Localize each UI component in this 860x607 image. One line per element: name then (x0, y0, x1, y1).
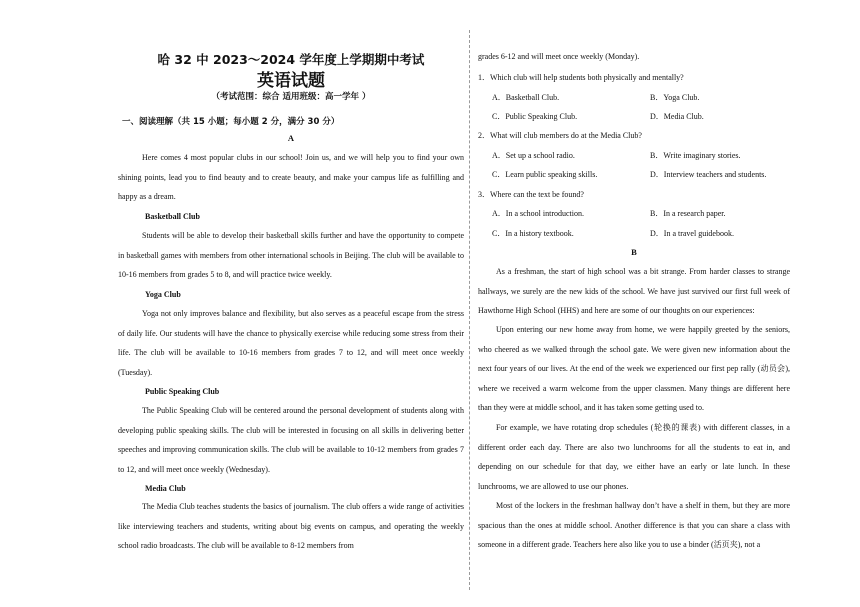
club-heading-media: Media Club (145, 484, 186, 493)
passage-b-paragraph-3: For example, we have rotating drop schedules (轮换的课表) with different classes, in a different order each day. There are also two lunchrooms for all the students to eat in, and depending on our schedule for that day, we either have an early or late lunch. In these lunchrooms, we are allowed to use our phones. (478, 423, 790, 491)
question-2-option-a: A．Set up a school radio. (492, 151, 575, 160)
section-heading: 一、阅读理解（共 15 小题；每小题 2 分，满分 30 分） (122, 117, 340, 127)
exam-title: 哈 32 中 2023～2024 学年度上学期期中考试 (157, 52, 425, 67)
column-divider (469, 30, 470, 590)
question-2-option-d: D．Interview teachers and students. (650, 170, 767, 179)
question-1-option-a: A．Basketball Club. (492, 93, 560, 102)
question-3-option-c: C．In a history textbook. (492, 229, 574, 238)
question-2: 2．What will club members do at the Media Club? (478, 131, 642, 140)
question-2-option-c: C．Learn public speaking skills. (492, 170, 598, 179)
club-text-media: The Media Club teaches students the basics of journalism. The club offers a wide range of activities like interviewing teachers and students, writing about big events on campus, and operating the weekly school radio broadcasts. The club will be available to 8-12 members from (118, 502, 464, 551)
question-3-option-b: B．In a research paper. (650, 209, 726, 218)
club-text-basketball: Students will be able to develop their basketball skills further and have the opportunity to compete in basketball games with members from other international schools in Beijing. The club will be available to 10-16 members from grades 5 to 8, and will practice twice weekly. (118, 231, 464, 280)
passage-b-label: B (631, 247, 637, 257)
passage-a-continuation: grades 6-12 and will meet once weekly (Monday). (478, 52, 640, 61)
passage-a-label: A (287, 133, 295, 143)
passage-a-intro: Here comes 4 most popular clubs in our school! Join us, and we will help you to find your own shining points, lead you to find beauty and to create beauty, and make your campus life as fulfilling and happy as a dream. (118, 153, 464, 202)
question-3-option-a: A．In a school introduction. (492, 209, 584, 218)
question-1-option-d: D．Media Club. (650, 112, 704, 121)
question-3: 3．Where can the text be found? (478, 190, 584, 199)
club-text-yoga: Yoga not only improves balance and flexibility, but also serves as a peaceful escape from the stress of daily life. Our students will have the chance to physically exercise while reducing some stress from their life. The club will be available to 10-16 members from grades 7 to 12, and will meet once weekly (Tuesday). (118, 309, 464, 377)
passage-b-paragraph-1: As a freshman, the start of high school was a bit strange. From harder classes to strange hallways, we surely are the new kids of the school. We have just survived our first full week of Hawthorne High School (HHS) and here are some of our thoughts on our experiences: (478, 267, 790, 316)
club-heading-public-speaking: Public Speaking Club (145, 387, 220, 396)
passage-b-paragraph-4: Most of the lockers in the freshman hallway don’t have a shelf in them, but they are more spacious than the ones at middle school. Another difference is that you can share a class with someone in a different grade. Teachers here also like you to use a binder (活页夹), not a (478, 501, 790, 550)
exam-subject: 英语试题 (257, 71, 325, 91)
question-2-option-b: B．Write imaginary stories. (650, 151, 741, 160)
question-1-option-b: B．Yoga Club. (650, 93, 700, 102)
passage-b-paragraph-2: Upon entering our new home away from home, we were happily greeted by the seniors, who cheered as we walked through the school gate. We were given new information about the next four years of our lives. At the end of the week we experienced our first pep rally (动员会), where we received a warm welcome from the upper classmen. Many things are different here than they were at middle school, and it has taken some getting used to. (478, 325, 790, 413)
question-1-option-c: C．Public Speaking Club. (492, 112, 578, 121)
question-3-option-d: D．In a travel guidebook. (650, 229, 734, 238)
club-text-public-speaking: The Public Speaking Club will be centered around the personal development of students along with developing public speaking skills. The club will be interested in focusing on all skills in delivering better speeches and improving communication skills. The club will be available to 10-12 members from grades 7 to 12, and will meet once weekly (Wednesday). (118, 406, 464, 474)
exam-scope: （考试范围：综合 适用班级：高一学年 ） (211, 92, 371, 102)
question-1: 1．Which club will help students both physically and mentally? (478, 73, 684, 82)
club-heading-basketball: Basketball Club (145, 212, 200, 221)
club-heading-yoga: Yoga Club (145, 290, 181, 299)
